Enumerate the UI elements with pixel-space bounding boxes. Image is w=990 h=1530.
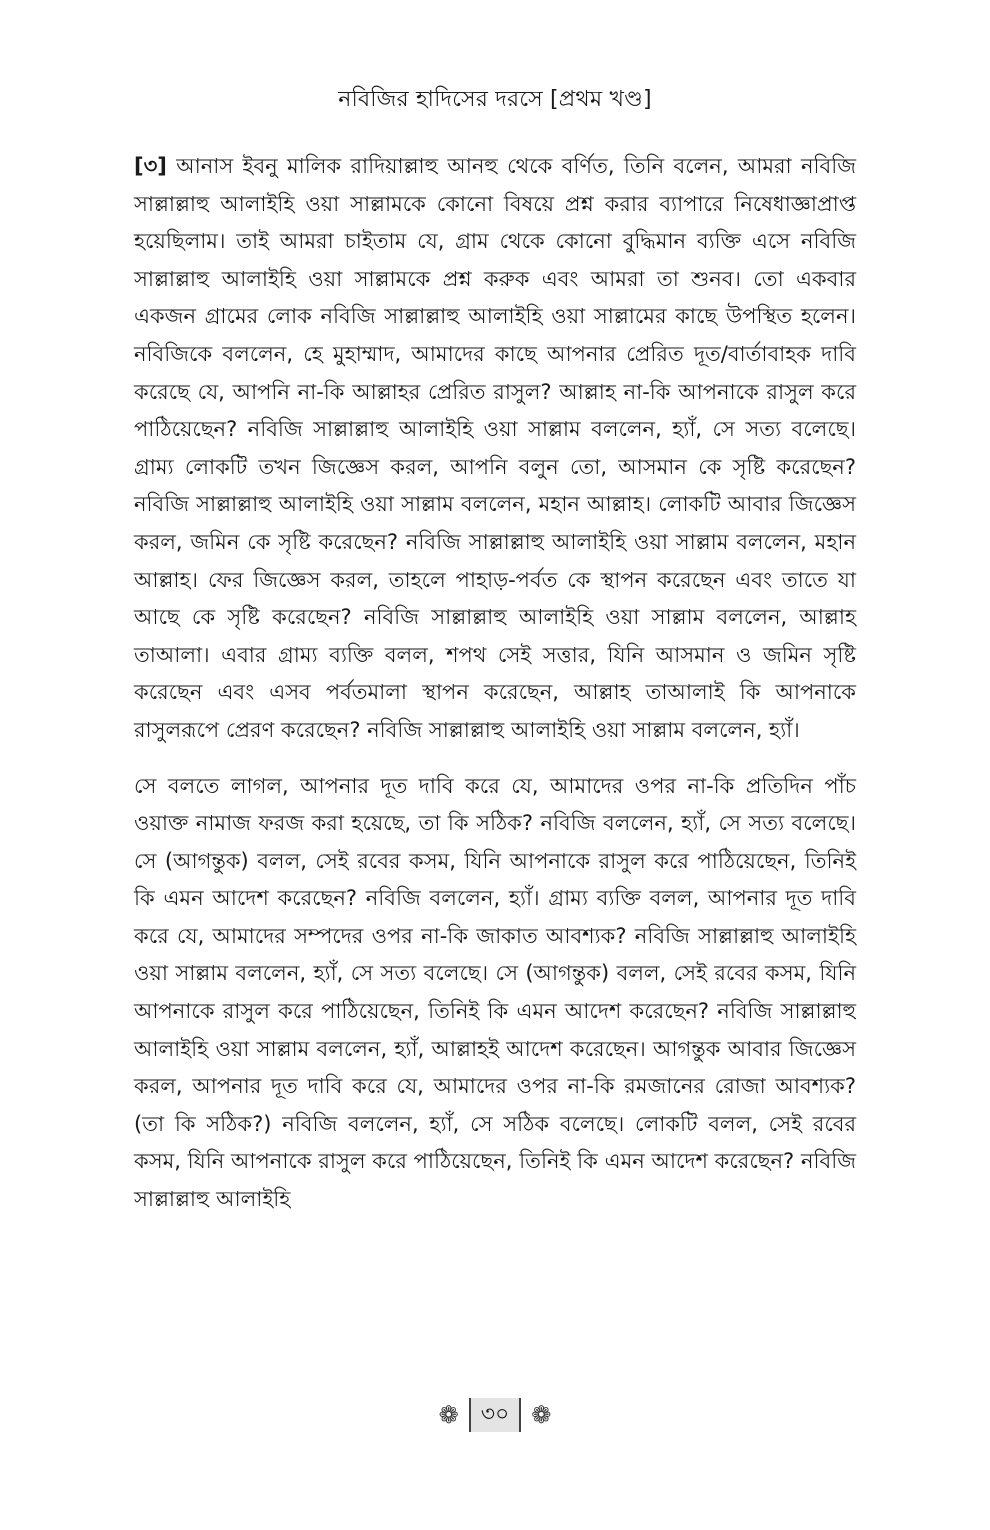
paragraph-2: সে বলতে লাগল, আপনার দূত দাবি করে যে, আমাদের ওপর না-কি প্রতিদিন পাঁচ ওয়াক্ত নামাজ ফরজ করা হয়েছে, তা কি সঠিক? নবিজি বললেন, হ্যাঁ, সে সত্য বলেছে। সে (আগন্তুক) বলল, সেই রবের কসম, যিনি আপনাকে রাসুল করে পাঠিয়েছেন, তিনিই কি এমন আদেশ করেছেন? নবিজি বললেন, হ্যাঁ। গ্রাম্য ব্যক্তি বলল, আপনার দূত দাবি করে যে, আমাদের সম্পদের ওপর না-কি জাকাত আবশ্যক? নবিজি সাল্লাল্লাহু আলাইহি ওয়া সাল্লাম বললেন, হ্যাঁ, সে সত্য বলেছে। সে (আগন্তুক) বলল, সেই রবের কসম, যিনি আপনাকে রাসুল করে পাঠিয়েছেন, তিনিই কি এমন আদেশ করেছেন? নবিজি সাল্লাল্লাহু আলাইহি ওয়া সাল্লাম বললেন, হ্যাঁ, আল্লাহই আদেশ করেছেন। আগন্তুক আবার জিজ্ঞেস করল, আপনার দূত দাবি করে যে, আমাদের ওপর না-কি রমজানের রোজা আবশ্যক? (তা কি সঠিক?) নবিজি বললেন, হ্যাঁ, সে সঠিক বলেছে। লোকটি বলল, সেই রবের কসম, যিনি আপনাকে রাসুল করে পাঠিয়েছেন, তিনিই কি এমন আদেশ করেছেন? নবিজি সাল্লাল্লাহু আলাইহি: [134, 773, 856, 1212]
body-text: [134, 148, 856, 1219]
right-ornament-icon: ❁: [531, 1401, 552, 1429]
paragraph-hadith-3: [134, 148, 856, 750]
paragraph-1-text: আনাস ইবনু মালিক রাদিয়াল্লাহু আনহু থেকে বর্ণিত, তিনি বলেন, আমরা নবিজি সাল্লাল্লাহু আলাইহি ওয়া সাল্লামকে কোনো বিষয়ে প্রশ্ন করার ব্যাপারে নিষেধাজ্ঞাপ্রাপ্ত হয়েছিলাম। তাই আমরা চাইতাম যে, গ্রাম থেকে কোনো বুদ্ধিমান ব্যক্তি এসে নবিজি সাল্লাল্লাহু আলাইহি ওয়া সাল্লামকে প্রশ্ন করুক এবং আমরা তা শুনব। তো একবার একজন গ্রামের লোক নবিজি সাল্লাল্লাহু আলাইহি ওয়া সাল্লামের কাছে উপস্থিত হলেন। নবিজিকে বললেন, হে মুহাম্মাদ, আমাদের কাছে আপনার প্রেরিত দূত/বার্তাবাহক দাবি করেছে যে, আপনি না-কি আল্লাহর প্রেরিত রাসুল? আল্লাহ না-কি আপনাকে রাসুল করে পাঠিয়েছেন? নবিজি সাল্লাল্লাহু আলাইহি ওয়া সাল্লাম বললেন, হ্যাঁ, সে সত্য বলেছে। গ্রাম্য লোকটি তখন জিজ্ঞেস করল, আপনি বলুন তো, আসমান কে সৃষ্টি করেছেন? নবিজি সাল্লাল্লাহু আলাইহি ওয়া সাল্লাম বললেন, মহান আল্লাহ। লোকটি আবার জিজ্ঞেস করল, জমিন কে সৃষ্টি করেছেন? নবিজি সাল্লাল্লাহু আলাইহি ওয়া সাল্লাম বললেন, মহান আল্লাহ। ফের জিজ্ঞেস করল, তাহলে পাহাড়-পর্বত কে স্থাপন করেছেন এবং তাতে যা আছে কে সৃষ্টি করেছেন? নবিজি সাল্লাল্লাহু আলাইহি ওয়া সাল্লাম বললেন, আল্লাহ তাআলা। এবার গ্রাম্য ব্যক্তি বলল, শপথ সেই সত্তার, যিনি আসমান ও জমিন সৃষ্টি করেছেন এবং এসব পর্বতমালা স্থাপন করেছেন, আল্লাহ তাআলাই কি আপনাকে রাসুলরূপে প্রেরণ করেছেন? নবিজি সাল্লাল্লাহু আলাইহি ওয়া সাল্লাম বললেন, হ্যাঁ।: [134, 154, 856, 742]
page-number: ৩০: [469, 1398, 522, 1432]
page-footer: [0, 1398, 990, 1432]
running-header: [0, 84, 990, 116]
left-ornament-icon: ❁: [438, 1401, 459, 1429]
hadith-number: [৩]: [134, 154, 167, 178]
running-title: নবিজির হাদিসের দরসে [প্রথম খণ্ড]: [338, 87, 652, 112]
